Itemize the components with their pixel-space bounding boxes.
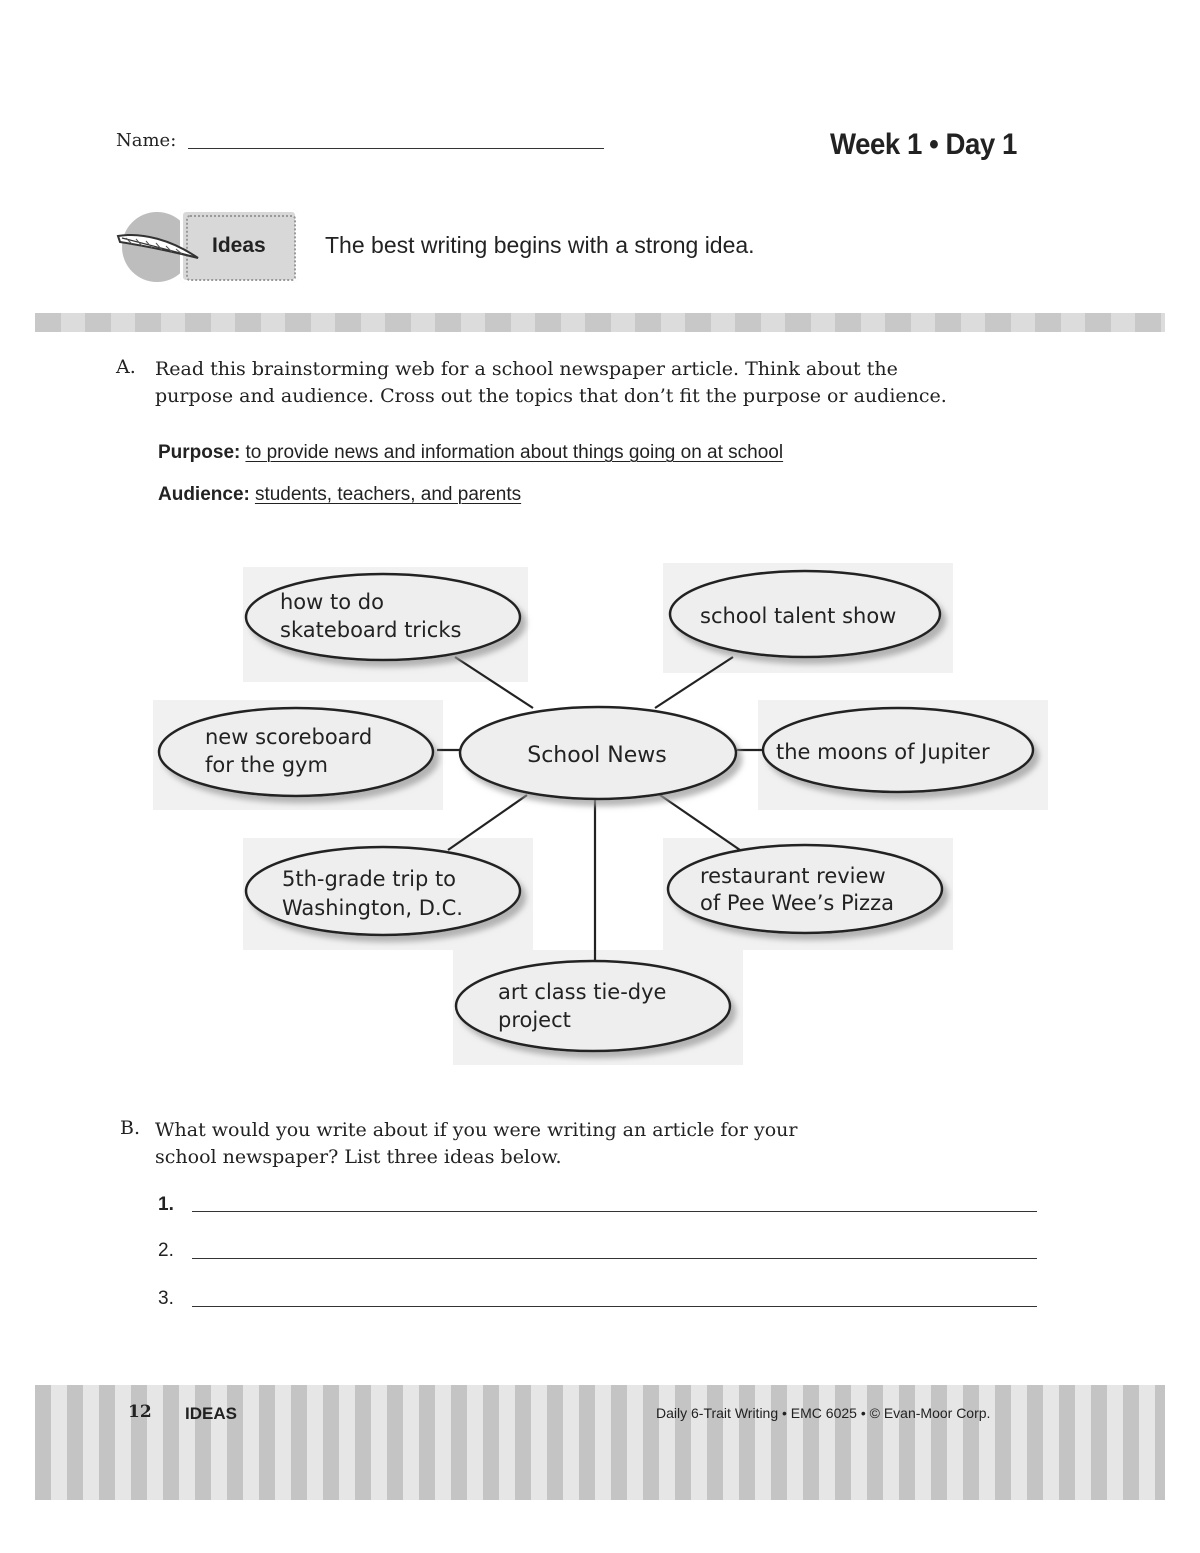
bubble-text: the moons of Jupiter xyxy=(776,740,990,764)
bubble-text: art class tie-dye xyxy=(498,980,667,1004)
section-a-letter: A. xyxy=(116,356,136,378)
bubble-text: how to do xyxy=(280,590,384,614)
bubble-text: of Pee Wee’s Pizza xyxy=(700,891,894,915)
bubble-restaurant xyxy=(668,845,942,933)
answer-line-3[interactable] xyxy=(192,1306,1037,1307)
answer-line-1[interactable] xyxy=(192,1211,1037,1212)
answer-number-2: 2. xyxy=(158,1240,174,1261)
bubble-skateboard xyxy=(246,574,520,660)
instructions-line-1: Read this brainstorming web for a school newspaper article. Think about the xyxy=(155,358,898,380)
purpose-value: to provide news and information about things going on at school xyxy=(245,442,784,463)
bubble-text: school talent show xyxy=(700,604,897,628)
audience-label: Audience: xyxy=(158,484,250,505)
week-day-title: Week 1 • Day 1 xyxy=(830,128,1017,161)
answer-line-2[interactable] xyxy=(192,1258,1037,1259)
bubble-text: project xyxy=(498,1008,571,1032)
instructions-line-2: purpose and audience. Cross out the topics that don’t fit the purpose or audience. xyxy=(155,385,947,407)
section-b-question xyxy=(155,1117,915,1171)
center-label: School News xyxy=(527,743,667,768)
answer-number-1: 1. xyxy=(158,1194,174,1215)
bubble-scoreboard xyxy=(159,708,433,796)
answer-number-3: 3. xyxy=(158,1288,174,1309)
bubble-tiedye xyxy=(456,961,730,1051)
footer-band xyxy=(35,1385,1165,1500)
footer-section-label: IDEAS xyxy=(185,1404,237,1423)
bubble-text: restaurant review xyxy=(700,864,886,888)
question-line-1: What would you write about if you were writing an article for your xyxy=(155,1119,798,1141)
bubble-trip xyxy=(246,847,520,935)
bubble-text: Washington, D.C. xyxy=(282,896,463,920)
page-number: 12 xyxy=(128,1402,152,1422)
bubble-text: for the gym xyxy=(205,753,328,777)
purpose-label: Purpose: xyxy=(158,442,241,463)
bubble-text: skateboard tricks xyxy=(280,618,462,642)
footer-credit: Daily 6-Trait Writing • EMC 6025 • © Evan-Moor Corp. xyxy=(656,1405,991,1421)
section-b-letter: B. xyxy=(120,1117,141,1139)
bubble-text: 5th-grade trip to xyxy=(282,867,457,891)
tagline: The best writing begins with a strong idea. xyxy=(325,232,755,258)
bubble-text: new scoreboard xyxy=(205,725,373,749)
name-label: Name: xyxy=(116,130,177,151)
audience-value: students, teachers, and parents xyxy=(254,484,522,505)
question-line-2: school newspaper? List three ideas below. xyxy=(155,1146,562,1168)
ideas-badge-label: Ideas xyxy=(212,234,266,257)
